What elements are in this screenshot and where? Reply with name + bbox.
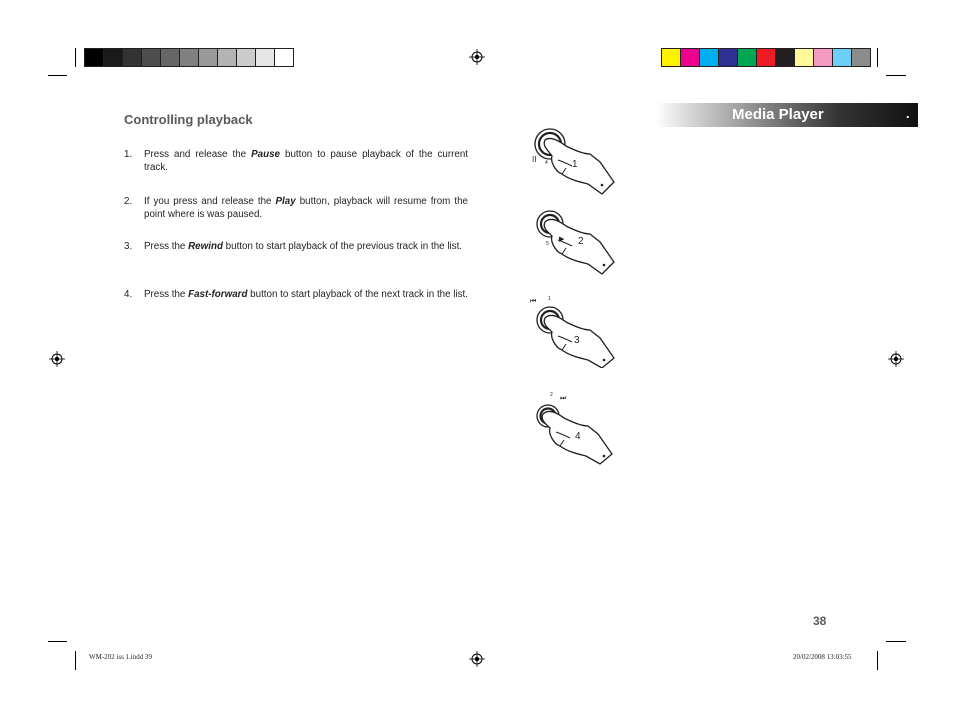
- color-swatch: [123, 49, 142, 66]
- illustration-label: 1: [572, 159, 578, 170]
- color-swatch: [795, 49, 814, 66]
- button-name: Rewind: [188, 241, 223, 252]
- color-swatch: [681, 49, 700, 66]
- step-text: Press and release the: [144, 149, 252, 160]
- section-header-dot: .: [906, 106, 910, 121]
- crop-mark: [75, 48, 76, 67]
- step-item: [124, 148, 468, 174]
- button-name: Play: [275, 196, 296, 207]
- crop-mark: [886, 75, 906, 76]
- step-text: If you press and release the: [144, 196, 276, 207]
- color-swatch: [199, 49, 218, 66]
- color-swatch: [161, 49, 180, 66]
- color-swatch: [738, 49, 757, 66]
- color-swatch: [776, 49, 795, 66]
- registration-target-icon: [469, 49, 485, 65]
- step-item: [124, 288, 468, 301]
- color-swatch: [719, 49, 738, 66]
- button-symbol: II: [532, 155, 537, 164]
- process-color-bar: [661, 48, 871, 67]
- step-item: [124, 240, 468, 253]
- crop-mark: [48, 75, 67, 76]
- step-number: 1.: [124, 149, 133, 160]
- color-swatch: [256, 49, 275, 66]
- color-swatch: [852, 49, 870, 66]
- crop-mark: [886, 641, 906, 642]
- illustration-label: 2: [578, 236, 584, 247]
- button-small-number: 2: [550, 392, 553, 398]
- crop-mark: [877, 48, 878, 67]
- color-swatch: [180, 49, 199, 66]
- button-symbol: ⏭: [560, 394, 567, 402]
- registration-target-icon: [888, 351, 904, 367]
- color-swatch: [237, 49, 256, 66]
- step-text: button, playback will resume from the point where is was paused.: [144, 196, 468, 220]
- step-text: button to start playback of the previous track in the list.: [222, 241, 463, 252]
- color-swatch: [218, 49, 237, 66]
- press-button-illustration: [528, 388, 620, 466]
- button-name: Fast-forward: [188, 289, 248, 300]
- section-title: Controlling playback: [124, 112, 253, 127]
- grayscale-color-bar: [84, 48, 294, 67]
- color-swatch: [142, 49, 161, 66]
- registration-target-icon: [469, 651, 485, 667]
- step-text: Press the: [144, 241, 189, 252]
- color-swatch: [662, 49, 681, 66]
- press-button-illustration: [528, 292, 620, 368]
- button-symbol: ▶: [559, 235, 565, 243]
- button-symbol: ⏮: [530, 297, 537, 305]
- color-swatch: [700, 49, 719, 66]
- button-name: Pause: [251, 149, 280, 160]
- press-button-illustration: [528, 124, 618, 196]
- step-text: button to start playback of the next track in the list.: [247, 289, 468, 300]
- page-number: 38: [813, 614, 827, 628]
- color-swatch: [275, 49, 293, 66]
- color-swatch: [757, 49, 776, 66]
- color-swatch: [833, 49, 852, 66]
- color-swatch: [814, 49, 833, 66]
- button-small-number: 1: [548, 296, 551, 302]
- color-swatch: [85, 49, 104, 66]
- step-text: button to pause playback of the current track.: [144, 149, 469, 173]
- crop-mark: [75, 651, 76, 670]
- step-number: 3.: [124, 241, 133, 252]
- step-number: 4.: [124, 289, 133, 300]
- step-text: Press the: [144, 289, 189, 300]
- step-item: [124, 195, 468, 221]
- button-small-number: 4: [545, 160, 548, 166]
- illustration-label: 4: [575, 431, 581, 442]
- section-header-title: Media Player: [732, 106, 824, 123]
- registration-target-icon: [49, 351, 65, 367]
- illustration-label: 3: [574, 335, 580, 346]
- press-button-illustration: [532, 204, 622, 276]
- crop-mark: [48, 641, 67, 642]
- step-number: 2.: [124, 196, 133, 207]
- footer-timestamp: 20/02/2008 13:03:55: [793, 653, 852, 661]
- button-small-number: 5: [546, 241, 549, 247]
- crop-mark: [877, 651, 878, 670]
- color-swatch: [104, 49, 123, 66]
- footer-file-info: WM-202 iss 1.indd 39: [89, 653, 152, 661]
